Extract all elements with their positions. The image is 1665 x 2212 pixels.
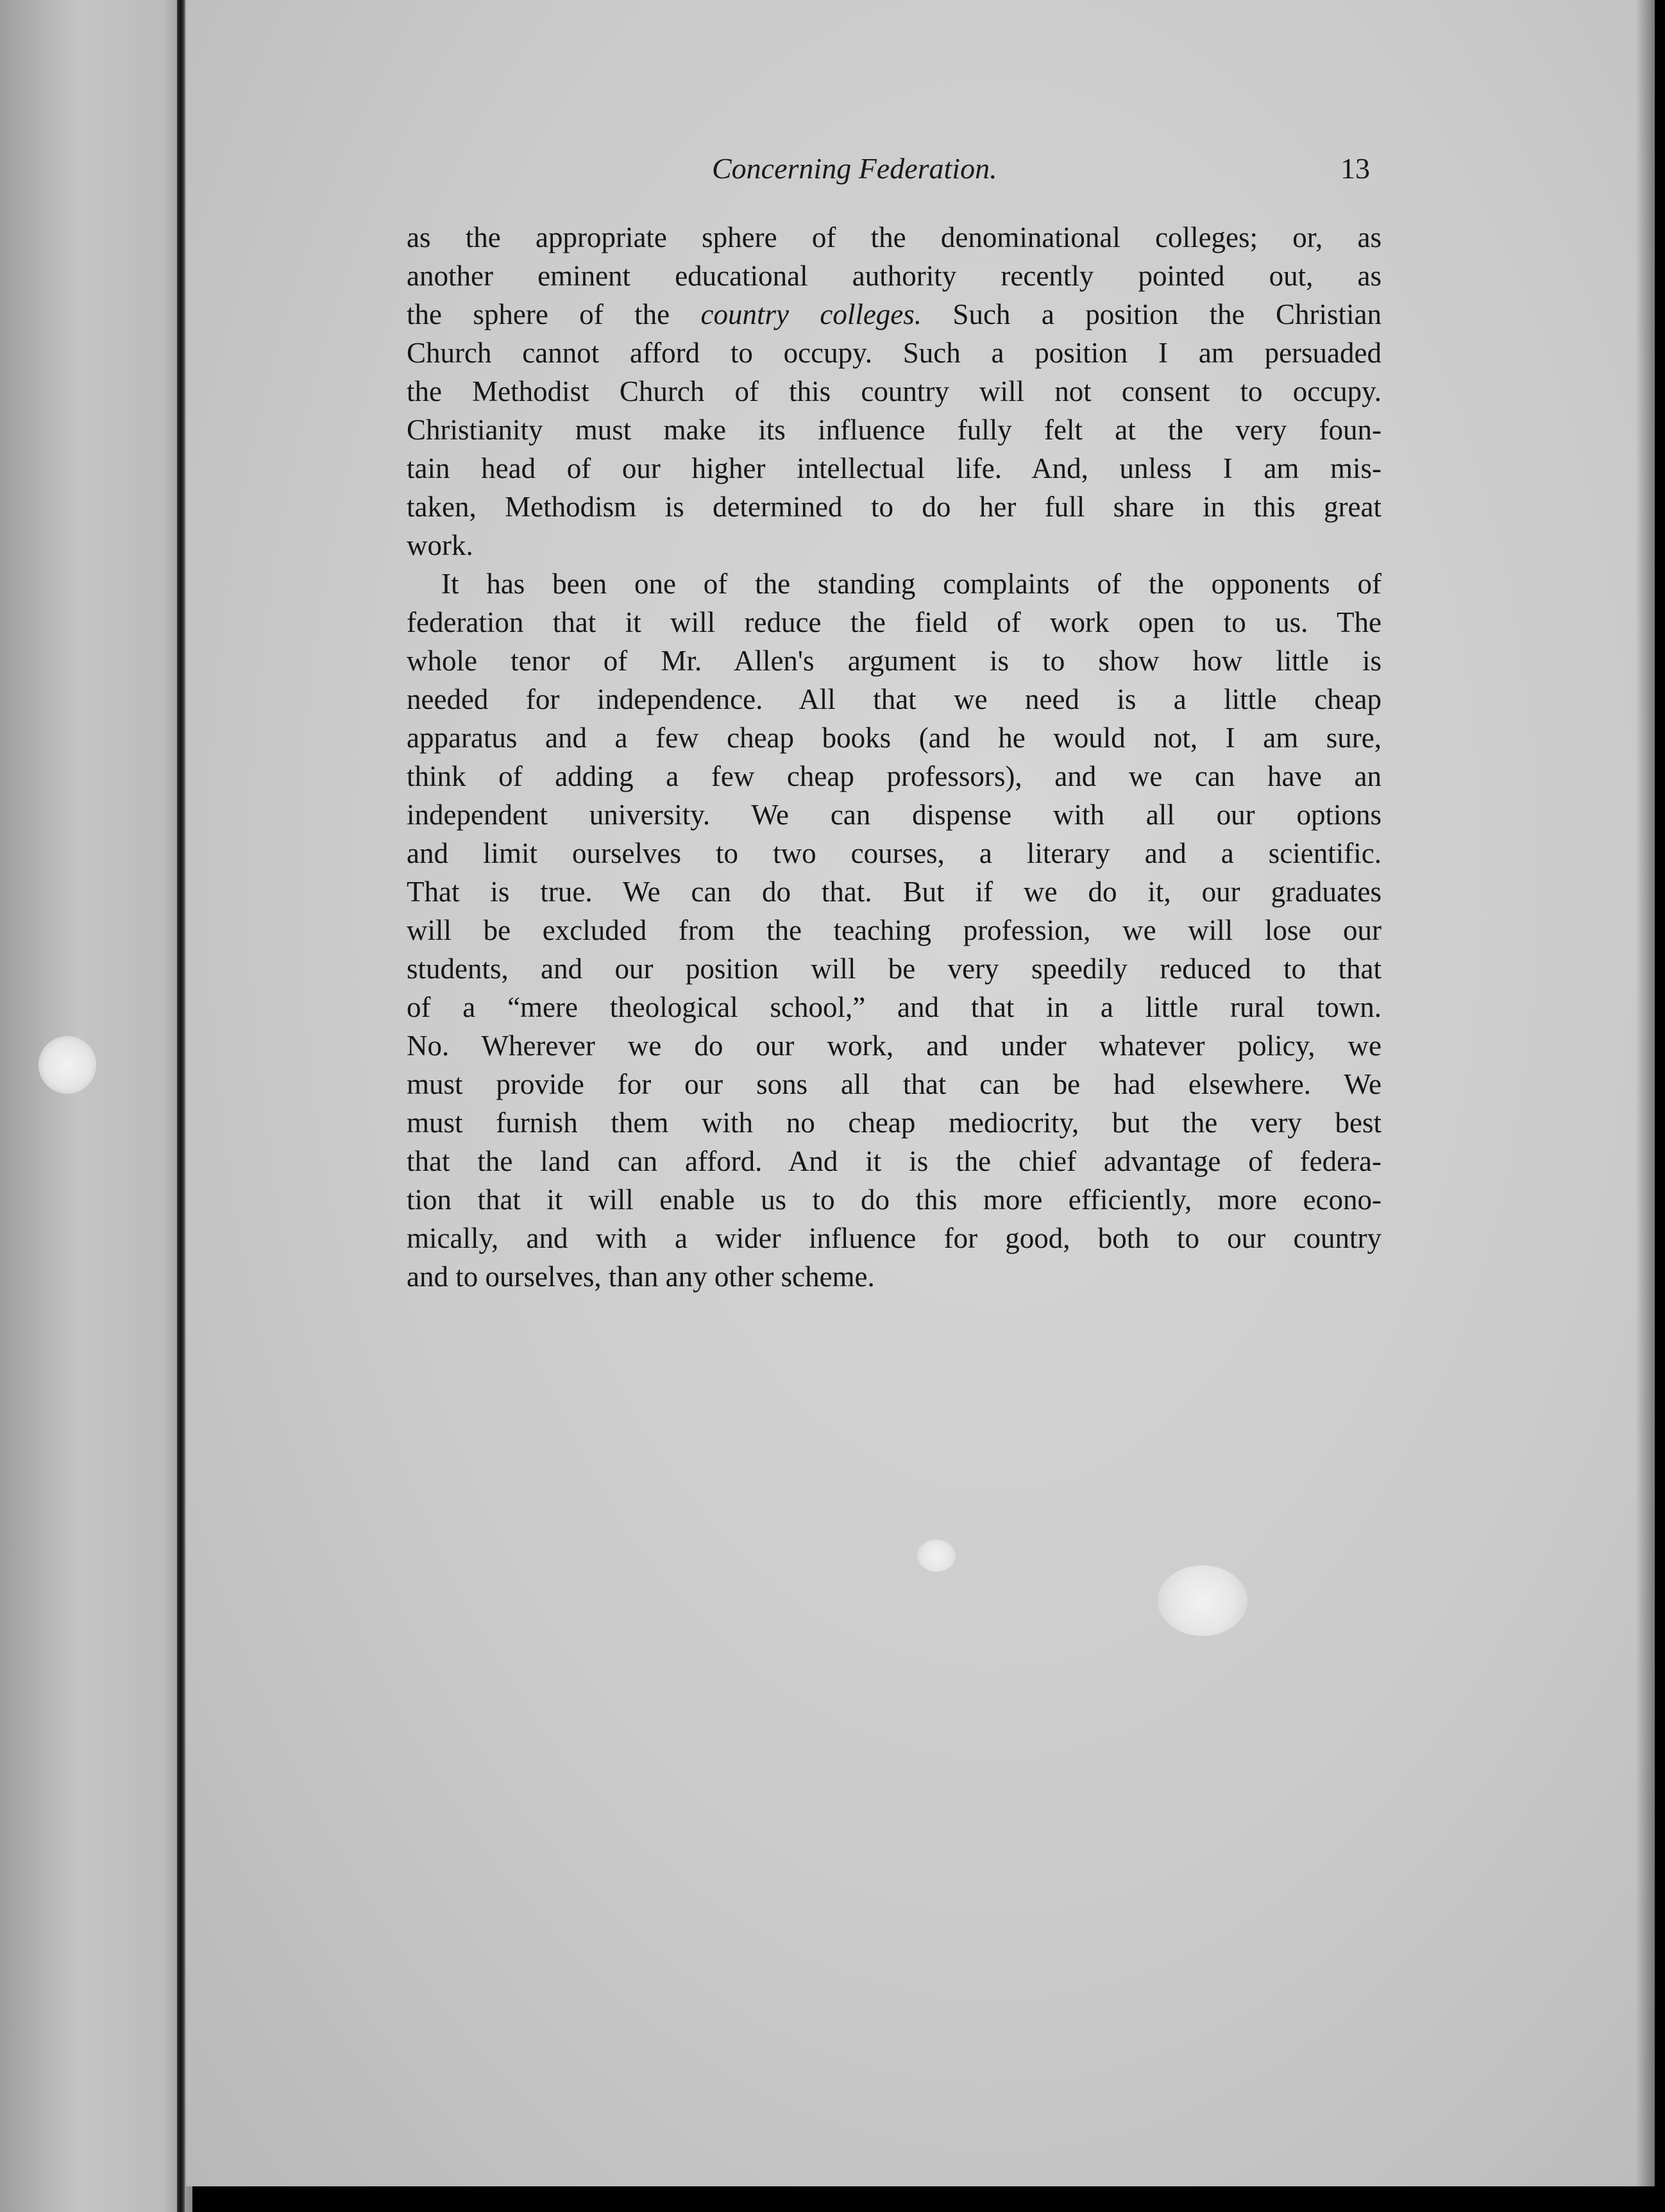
text-line: Church cannot afford to occupy. Such a position I am persuaded — [407, 337, 1382, 369]
text-line: of a “mere theological school,” and that in a little rural town. — [407, 991, 1382, 1023]
italic-phrase: country colleges. — [700, 298, 922, 330]
text-line: as the appropriate sphere of the denominational colleges; or, as — [407, 221, 1382, 253]
text-line: tain head of our higher intellectual life. And, unless I am mis- — [407, 452, 1382, 484]
text-run: Such a position the Christian — [922, 298, 1382, 330]
text-line: Christianity must make its influence fully felt at the very foun- — [407, 414, 1382, 446]
text-line: needed for independence. All that we need is a little cheap — [407, 683, 1382, 715]
text-line: students, and our position will be very speedily reduced to that — [407, 953, 1382, 985]
text-line: No. Wherever we do our work, and under whatever policy, we — [407, 1030, 1382, 1062]
text-line: and to ourselves, than any other scheme. — [407, 1261, 875, 1293]
paper-stain — [38, 1036, 96, 1094]
text-line: will be excluded from the teaching profession, we will lose our — [407, 914, 1382, 946]
book-gutter — [177, 0, 185, 2212]
facing-page-edge — [0, 0, 192, 2212]
text-line: think of adding a few cheap professors), and we can have an — [407, 760, 1382, 792]
text-line: tion that it will enable us to do this more efficiently, more econo- — [407, 1184, 1382, 1216]
paper-stain — [917, 1540, 956, 1572]
text-line: That is true. We can do that. But if we do it, our graduates — [407, 876, 1382, 908]
page-edge-shadow — [1635, 0, 1655, 2186]
text-line: It has been one of the standing complaints of the opponents of — [441, 568, 1382, 600]
text-line: must provide for our sons all that can be had elsewhere. We — [407, 1068, 1382, 1100]
page-number: 13 — [1340, 152, 1370, 185]
running-head: Concerning Federation. — [712, 152, 997, 185]
text-line: taken, Methodism is determined to do her full share in this great — [407, 491, 1382, 523]
text-line: another eminent educational authority recently pointed out, as — [407, 260, 1382, 292]
paragraph — [407, 218, 1382, 565]
text-line: independent university. We can dispense with all our options — [407, 799, 1382, 831]
text-line: apparatus and a few cheap books (and he would not, I am sure, — [407, 722, 1382, 754]
text-line: work. — [407, 529, 473, 561]
text-line: must furnish them with no cheap mediocrity, but the very best — [407, 1107, 1382, 1139]
text-line: mically, and with a wider influence for good, both to our country — [407, 1222, 1382, 1254]
paragraph — [407, 565, 1382, 1296]
text-line — [407, 295, 1382, 334]
text-line: the Methodist Church of this country will not consent to occupy. — [407, 375, 1382, 407]
body-text — [407, 218, 1382, 1296]
text-run: the sphere of the — [407, 298, 701, 330]
text-line: that the land can afford. And it is the chief advantage of federa- — [407, 1145, 1382, 1177]
text-line: whole tenor of Mr. Allen's argument is to show how little is — [407, 645, 1382, 677]
paper-stain — [1158, 1565, 1247, 1636]
text-line: and limit ourselves to two courses, a literary and a scientific. — [407, 837, 1382, 869]
text-line: federation that it will reduce the field of work open to us. The — [407, 606, 1382, 638]
